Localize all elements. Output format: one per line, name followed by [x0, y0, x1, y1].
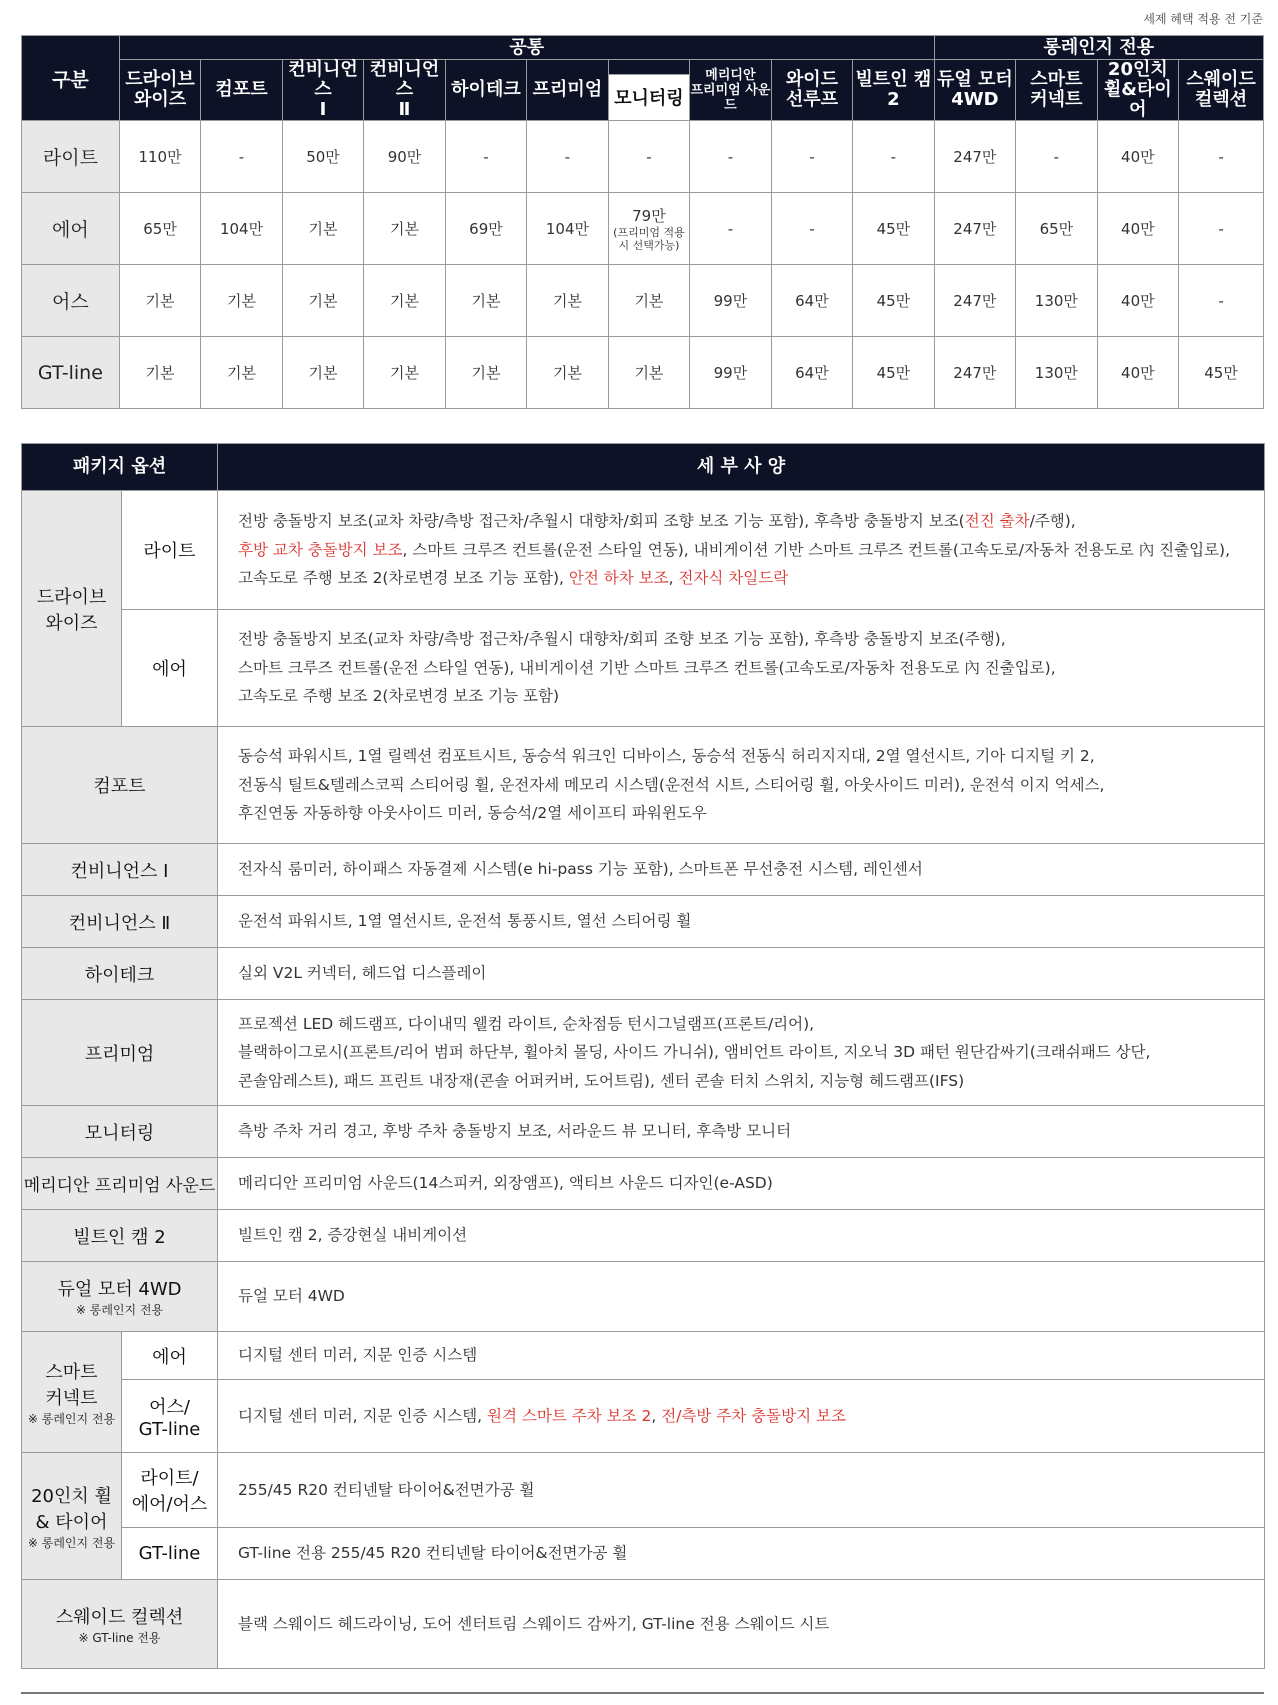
- col-suede: 스웨이드 컬렉션: [1179, 60, 1264, 121]
- price-cell: -: [853, 121, 934, 193]
- label-drive-wise: 드라이브 와이즈: [22, 491, 122, 727]
- price-cell: -: [771, 193, 852, 265]
- price-cell: 기본: [364, 265, 445, 337]
- price-row-air: [22, 193, 1264, 265]
- row-wheel-a: [22, 1453, 1265, 1528]
- price-cell: -: [771, 121, 852, 193]
- label-conv2: 컨비니언스 Ⅱ: [22, 896, 218, 948]
- row-suede: [22, 1580, 1265, 1669]
- price-row-gtline: [22, 337, 1264, 409]
- group-common: 공통: [119, 36, 934, 60]
- price-cell: 104만: [527, 193, 608, 265]
- price-cell: 90만: [364, 121, 445, 193]
- row-comfort: [22, 727, 1265, 844]
- price-cell: 130만: [1016, 265, 1097, 337]
- price-cell: 40만: [1097, 121, 1178, 193]
- col-dual-motor: 듀얼 모터 4WD: [934, 60, 1015, 121]
- price-cell: 50만: [282, 121, 363, 193]
- long-range-note: ※ 롱레인지 전용: [27, 1535, 116, 1550]
- highlight-text: 원격 스마트 주차 보조 2: [487, 1406, 652, 1425]
- price-cell: -: [1179, 121, 1264, 193]
- label-meridian: 메리디안 프리미엄 사운드: [22, 1158, 218, 1210]
- price-cell: -: [1179, 193, 1264, 265]
- price-cell: 247만: [934, 193, 1015, 265]
- price-cell: 40만: [1097, 265, 1178, 337]
- price-cell: 99만: [690, 265, 771, 337]
- col-monitoring: 모니터링: [608, 74, 689, 120]
- price-cell: 기본: [282, 193, 363, 265]
- col-hitech: 하이테크: [445, 60, 526, 121]
- price-cell: 기본: [119, 337, 200, 409]
- bottom-divider: [21, 1692, 1264, 1694]
- price-cell: -: [1179, 265, 1264, 337]
- price-cell: -: [690, 193, 771, 265]
- price-cell: 기본: [364, 337, 445, 409]
- row-dual-motor: [22, 1262, 1265, 1332]
- label-suede: 스웨이드 컬렉션 ※ GT-line 전용: [22, 1580, 218, 1669]
- highlight-text: 전진 출차: [964, 512, 1030, 531]
- row-conv1: [22, 844, 1265, 896]
- row-builtin-cam: [22, 1210, 1265, 1262]
- col-conv1: 컨비니언스 Ⅰ: [282, 60, 363, 121]
- col-conv2: 컨비니언스 Ⅱ: [364, 60, 445, 121]
- sub-label: 어스/ GT-line: [122, 1380, 218, 1453]
- highlight-text: 후방 교차 충돌방지 보조: [238, 540, 403, 559]
- header-detail-spec: 세 부 사 양: [218, 444, 1265, 491]
- label-hitech: 하이테크: [22, 948, 218, 1000]
- col-drive-wise: 드라이브 와이즈: [119, 60, 200, 121]
- col-smart-connect: 스마트 커넥트: [1016, 60, 1097, 121]
- price-cell: 247만: [934, 337, 1015, 409]
- label-conv1: 컨비니언스 Ⅰ: [22, 844, 218, 896]
- col-group-label: 구분: [22, 36, 120, 121]
- price-row-earth: [22, 265, 1264, 337]
- col-wide-sunroof: 와이드 선루프: [771, 60, 852, 121]
- detail-text: 전자식 룸미러, 하이패스 자동결제 시스템(e hi-pass 기능 포함), 스마트폰 무선충전 시스템, 레인센서: [218, 844, 1265, 896]
- price-value: 79만: [632, 207, 666, 225]
- price-cell: 65만: [1016, 193, 1097, 265]
- detail-table: [21, 443, 1265, 1669]
- price-cell: 65만: [119, 193, 200, 265]
- price-cell: 기본: [364, 193, 445, 265]
- row-premium: [22, 1000, 1265, 1106]
- detail-text: 듀얼 모터 4WD: [218, 1262, 1265, 1332]
- price-cell: 기본: [608, 337, 689, 409]
- detail-text: 측방 주차 거리 경고, 후방 주차 충돌방지 보조, 서라운드 뷰 모니터, 후측방 모니터: [218, 1106, 1265, 1158]
- row-smart-earth: [22, 1380, 1265, 1453]
- price-cell: 기본: [445, 265, 526, 337]
- price-cell: 기본: [527, 265, 608, 337]
- price-table: [21, 35, 1264, 409]
- detail-text: 전방 충돌방지 보조(교차 차량/측방 접근차/추월시 대향차/회피 조향 보조 기능 포함), 후측방 충돌방지 보조(주행), 스마트 크루즈 컨트롤(운전 스타일 연동), 내비게이션 기반 스마트 크루즈 컨트롤(고속도로/자동차 전용도로 內 진출입로), 고속도로 주행 보조 2(차로변경 보조 기능 포함): [218, 610, 1265, 727]
- detail-text: 동승석 파워시트, 1열 릴렉션 컴포트시트, 동승석 워크인 디바이스, 동승석 전동식 허리지지대, 2열 열선시트, 기아 디지털 키 2, 전동식 틸트&텔레스코픽 스티어링 휠, 운전자세 메모리 시스템(운전석 시트, 스티어링 휠, 아웃사이드 미러), 운전석 이지 억세스, 후진연동 자동하향 아웃사이드 미러, 동승석/2열 세이프티 파워윈도우: [218, 727, 1265, 844]
- detail-text: 255/45 R20 컨티넨탈 타이어&전면가공 휠: [218, 1453, 1265, 1528]
- row-meridian: [22, 1158, 1265, 1210]
- price-cell: 기본: [527, 337, 608, 409]
- col-meridian: 메리디안 프리미엄 사운드: [690, 60, 771, 121]
- price-cell: -: [527, 121, 608, 193]
- price-cell: -: [445, 121, 526, 193]
- detail-text: 실외 V2L 커넥터, 헤드업 디스플레이: [218, 948, 1265, 1000]
- highlight-text: 전자식 차일드락: [678, 569, 789, 588]
- col-premium: 프리미엄: [527, 60, 608, 121]
- row-drive-wise-lite: [22, 491, 1265, 610]
- price-cell: 기본: [445, 337, 526, 409]
- col-wheel: 20인치 휠&타이어: [1097, 60, 1178, 121]
- price-cell: 69만: [445, 193, 526, 265]
- detail-text: 블랙 스웨이드 헤드라이닝, 도어 센터트림 스웨이드 감싸기, GT-line 전용 스웨이드 시트: [218, 1580, 1265, 1669]
- price-cell: 기본: [282, 337, 363, 409]
- price-cell: 기본: [119, 265, 200, 337]
- price-cell: 40만: [1097, 193, 1178, 265]
- highlight-text: 안전 하차 보조: [568, 569, 669, 588]
- trim-label: 에어: [22, 193, 120, 265]
- price-cell: -: [690, 121, 771, 193]
- row-drive-wise-air: [22, 610, 1265, 727]
- trim-label: GT-line: [22, 337, 120, 409]
- sub-label: 에어: [122, 1332, 218, 1380]
- price-cell: 247만: [934, 265, 1015, 337]
- price-cell: 104만: [201, 193, 282, 265]
- price-cell: 40만: [1097, 337, 1178, 409]
- label-comfort: 컴포트: [22, 727, 218, 844]
- sub-label: GT-line: [122, 1528, 218, 1580]
- highlight-text: 전/측방 주차 충돌방지 보조: [661, 1406, 846, 1425]
- detail-text: 디지털 센터 미러, 지문 인증 시스템, 원격 스마트 주차 보조 2, 전/측방 주차 충돌방지 보조: [218, 1380, 1265, 1453]
- tax-note: 세제 혜택 적용 전 기준: [1143, 12, 1263, 26]
- header-package-option: 패키지 옵션: [22, 444, 218, 491]
- label-wheel: 20인치 휠 & 타이어 ※ 롱레인지 전용: [22, 1453, 122, 1580]
- col-builtin-cam: 빌트인 캠 2: [853, 60, 934, 121]
- col-monitoring-top: [608, 60, 689, 75]
- row-conv2: [22, 896, 1265, 948]
- sub-label: 에어: [122, 610, 218, 727]
- trim-label: 어스: [22, 265, 120, 337]
- price-cell: 45만: [1179, 337, 1264, 409]
- label-monitoring: 모니터링: [22, 1106, 218, 1158]
- trim-label: 라이트: [22, 121, 120, 193]
- price-cell: 기본: [201, 337, 282, 409]
- row-wheel-b: [22, 1528, 1265, 1580]
- price-cell: 45만: [853, 337, 934, 409]
- price-cell-monitoring: [608, 193, 689, 265]
- label-builtin-cam: 빌트인 캠 2: [22, 1210, 218, 1262]
- label-premium: 프리미엄: [22, 1000, 218, 1106]
- detail-text: 디지털 센터 미러, 지문 인증 시스템: [218, 1332, 1265, 1380]
- price-cell: 99만: [690, 337, 771, 409]
- detail-text: 메리디안 프리미엄 사운드(14스피커, 외장앰프), 액티브 사운드 디자인(e-ASD): [218, 1158, 1265, 1210]
- detail-text: 프로젝션 LED 헤드램프, 다이내믹 웰컴 라이트, 순차점등 턴시그널램프(프론트/리어), 블랙하이그로시(프론트/리어 범퍼 하단부, 휠아치 몰딩, 사이드 가니쉬), 앰비언트 라이트, 지오닉 3D 패턴 원단감싸기(크래쉬패드 상단, 콘솔암레스트), 패드 프린트 내장재(콘솔 어퍼커버, 도어트림), 센터 콘솔 터치 스위치, 지능형 헤드램프(IFS): [218, 1000, 1265, 1106]
- long-range-note: ※ 롱레인지 전용: [27, 1411, 116, 1426]
- price-cell: 45만: [853, 265, 934, 337]
- detail-text: 빌트인 캠 2, 증강현실 내비게이션: [218, 1210, 1265, 1262]
- detail-text: 전방 충돌방지 보조(교차 차량/측방 접근차/추월시 대향차/회피 조향 보조 기능 포함), 후측방 충돌방지 보조(전진 출차/주행), 후방 교차 충돌방지 보조, 스마트 크루즈 컨트롤(운전 스타일 연동), 내비게이션 기반 스마트 크루즈 컨트롤(고속도로/자동차 전용도로 內 진출입로), 고속도로 주행 보조 2(차로변경 보조 기능 포함), 안전 하차 보조, 전자식 차일드락: [218, 491, 1265, 610]
- col-comfort: 컴포트: [201, 60, 282, 121]
- detail-text: GT-line 전용 255/45 R20 컨티넨탈 타이어&전면가공 휠: [218, 1528, 1265, 1580]
- price-cell: 247만: [934, 121, 1015, 193]
- detail-text: 운전석 파워시트, 1열 열선시트, 운전석 통풍시트, 열선 스티어링 휠: [218, 896, 1265, 948]
- row-monitoring: [22, 1106, 1265, 1158]
- price-cell: 130만: [1016, 337, 1097, 409]
- row-hitech: [22, 948, 1265, 1000]
- price-cell: 기본: [282, 265, 363, 337]
- price-cell: 110만: [119, 121, 200, 193]
- price-cell: -: [201, 121, 282, 193]
- price-cell: 기본: [608, 265, 689, 337]
- price-cell: -: [1016, 121, 1097, 193]
- price-cell: 64만: [771, 337, 852, 409]
- label-dual-motor: 듀얼 모터 4WD ※ 롱레인지 전용: [22, 1262, 218, 1332]
- long-range-note: ※ 롱레인지 전용: [75, 1303, 164, 1317]
- price-cell: 45만: [853, 193, 934, 265]
- price-row-lite: [22, 121, 1264, 193]
- price-cell: 64만: [771, 265, 852, 337]
- row-smart-air: [22, 1332, 1265, 1380]
- price-cell: 기본: [201, 265, 282, 337]
- gtline-note: ※ GT-line 전용: [78, 1630, 161, 1645]
- sub-label: 라이트/ 에어/어스: [122, 1453, 218, 1528]
- price-cell: -: [608, 121, 689, 193]
- sub-label: 라이트: [122, 491, 218, 610]
- label-smart-connect: 스마트 커넥트 ※ 롱레인지 전용: [22, 1332, 122, 1453]
- group-long-range: 롱레인지 전용: [934, 36, 1263, 60]
- monitoring-note: (프리미엄 적용 시 선택가능): [613, 226, 685, 252]
